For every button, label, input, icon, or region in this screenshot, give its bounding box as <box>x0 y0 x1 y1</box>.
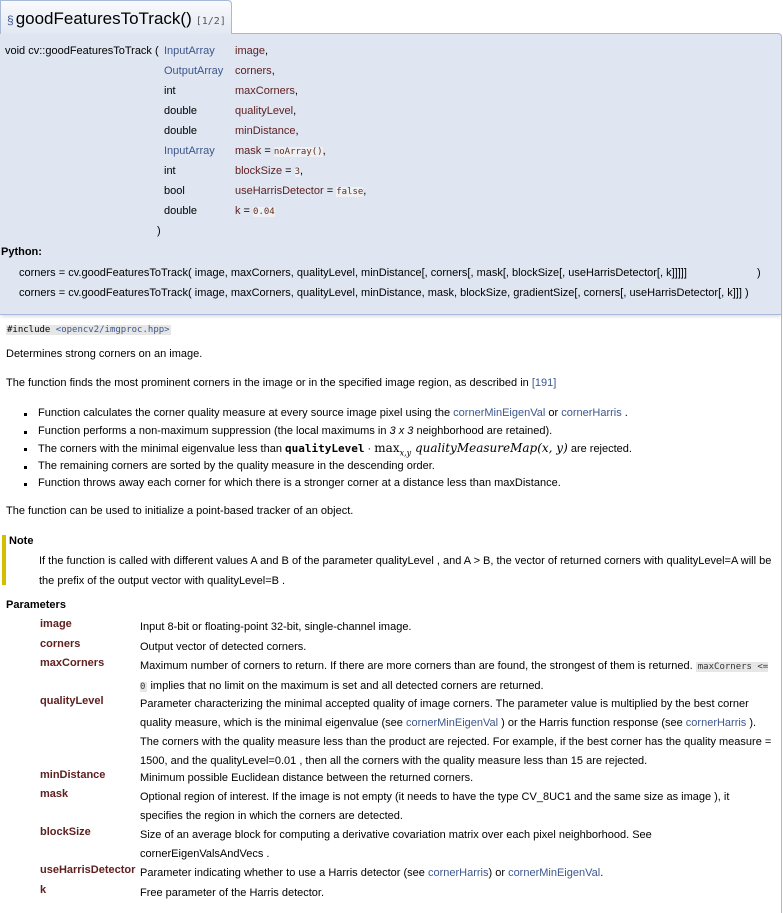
param-type: int <box>164 165 176 177</box>
math-quality-map: qualityMeasureMap(x, y) <box>411 441 568 455</box>
list-item <box>20 440 632 458</box>
function-documentation <box>0 315 782 913</box>
param-separator: , <box>294 85 298 97</box>
include-file-link[interactable]: <opencv2/imgproc.hpp> <box>55 325 170 335</box>
citation-link[interactable]: [191] <box>531 377 557 389</box>
bullet-text: Function performs a non-maximum suppression (the local maximums in <box>38 424 390 437</box>
param-separator: , <box>293 105 297 117</box>
param-desc-text: Parameter indicating whether to use a Harris detector (see <box>140 867 428 879</box>
prototype-prefix: void cv::goodFeaturesToTrack ( <box>5 45 159 57</box>
param-name: corners <box>235 65 272 77</box>
intro-text: The function finds the most prominent corners in the image or in the specified image region, as described in <box>6 377 532 389</box>
math-dot: · <box>364 443 375 455</box>
param-type: double <box>164 125 198 137</box>
param-signature <box>235 121 299 141</box>
param-desc-text: Parameter characterizing the minimal accepted quality of image corners. The parameter value is multiplied by the best corner quality measure, which is the minimal eigenvalue (see <box>140 698 749 729</box>
cornerMinEigenVal-link[interactable]: cornerMinEigenVal <box>453 407 546 419</box>
param-name: mask <box>40 788 69 800</box>
note-block <box>2 535 779 585</box>
param-name: useHarrisDetector <box>235 185 324 197</box>
param-separator: , <box>264 45 269 57</box>
param-signature <box>235 201 275 221</box>
intro-paragraph <box>6 377 556 389</box>
list-item <box>20 405 632 423</box>
bullet-text: neighborhood are retained). <box>413 424 553 437</box>
param-signature <box>235 61 275 81</box>
param-type: bool <box>164 185 185 197</box>
math-formula <box>374 441 568 458</box>
param-default: 3 <box>294 167 301 177</box>
bullet-text: Function calculates the corner quality measure at every source image pixel using the <box>38 407 454 419</box>
function-title-tab <box>0 0 232 34</box>
note-title: Note <box>9 535 34 547</box>
param-separator: , <box>271 65 275 77</box>
include-keyword: #include <box>7 325 56 335</box>
param-description <box>140 657 775 697</box>
param-name: qualityLevel <box>235 105 294 117</box>
list-item: Function throws away each corner for which there is a stronger corner at a distance less than maxDistance. <box>20 475 632 493</box>
list-item <box>20 423 632 441</box>
param-name: blockSize <box>235 165 283 177</box>
math-subscript: x,y <box>399 448 412 458</box>
param-desc-text: ). The corners with the quality measure less than the product are rejected. For example, if the best corner has the quality measure = 1500, and the qualityLevel=0.01 , then all the corners with the quality measure less than 15 are rejected. <box>140 717 772 767</box>
param-name: image <box>40 618 72 630</box>
param-type: double <box>164 205 198 217</box>
equals-sign: = <box>240 205 254 217</box>
param-desc-text: implies that no limit on the maximum is set and all detected corners are returned. <box>147 680 544 692</box>
param-signature <box>235 161 303 181</box>
param-default: noArray() <box>273 147 323 157</box>
python-signature-1: corners = cv.goodFeaturesToTrack( image, maxCorners, qualityLevel, minDistance[, corners[, mask[, blockSize[, useHarrisDetector[, k]]]]] <box>19 267 687 279</box>
cornerMinEigenVal-link[interactable]: cornerMinEigenVal <box>508 867 601 879</box>
tracker-paragraph: The function can be used to initialize a point-based tracker of an object. <box>6 505 354 517</box>
parameters-title: Parameters <box>6 599 66 611</box>
param-name: maxCorners <box>235 85 295 97</box>
param-signature <box>235 41 268 61</box>
inline-code: maxCorners <= 0 <box>140 662 769 692</box>
param-description: Input 8-bit or floating-point 32-bit, single-channel image. <box>140 621 412 633</box>
equals-sign: = <box>261 145 274 157</box>
cornerMinEigenVal-link[interactable]: cornerMinEigenVal <box>405 717 499 729</box>
param-description: Size of an average block for computing a derivative covariation matrix over each pixel neighborhood. See cornerEigenValsAndVecs . <box>140 829 652 860</box>
math-max: max <box>374 441 400 455</box>
overload-indicator: [1/2] <box>195 16 226 27</box>
param-name: qualityLevel <box>40 695 104 707</box>
param-default: false <box>336 187 364 197</box>
param-signature <box>235 141 326 161</box>
param-type: int <box>164 85 176 97</box>
brief-description: Determines strong corners on an image. <box>6 348 203 360</box>
note-text: If the function is called with different values A and B of the parameter qualityLevel , and A > B, the vector of returned corners with qualityLevel=A will be the prefix of the output vector with qualityLevel=B . <box>39 555 772 587</box>
equals-sign: = <box>282 165 295 177</box>
param-description: Output vector of detected corners. <box>140 641 307 653</box>
bullet-text: . <box>621 407 628 419</box>
param-description <box>140 695 775 771</box>
param-name: minDistance <box>235 125 296 137</box>
include-directive <box>6 325 171 335</box>
param-desc-text: ) or the Harris function response (see <box>498 717 686 729</box>
python-label: Python: <box>1 246 42 258</box>
algorithm-steps-list <box>20 405 632 493</box>
param-name: k <box>40 884 47 896</box>
param-description: Minimum possible Euclidean distance between the returned corners. <box>140 772 474 784</box>
param-name: useHarrisDetector <box>40 864 136 876</box>
function-title: goodFeaturesToTrack() <box>15 9 192 28</box>
param-name: k <box>235 205 241 217</box>
prototype-close-paren: ) <box>157 225 161 237</box>
math-quality-level: qualityLevel <box>285 442 365 455</box>
section-anchor-link[interactable]: § <box>7 13 14 27</box>
param-description: Free parameter of the Harris detector. <box>140 887 325 899</box>
param-name: mask <box>235 145 262 157</box>
param-separator: , <box>363 185 367 197</box>
function-prototype-box <box>0 33 782 315</box>
cornerHarris-link[interactable]: cornerHarris <box>561 407 622 419</box>
python-signature-2: corners = cv.goodFeaturesToTrack( image, maxCorners, qualityLevel, minDistance, mask, blockSize, gradientSize[, corners[, useHarrisDetector[, k]]] ) <box>19 287 749 299</box>
param-type[interactable]: InputArray <box>164 145 215 157</box>
param-type[interactable]: InputArray <box>164 45 215 57</box>
param-name: corners <box>40 638 81 650</box>
param-type: double <box>164 105 198 117</box>
param-desc-text: ) or <box>488 867 509 879</box>
param-desc-text: Maximum number of corners to return. If there are more corners than are found, the strongest of them is returned. <box>140 660 696 672</box>
param-name: minDistance <box>40 769 106 781</box>
param-default: 0.04 <box>253 207 275 217</box>
param-separator: , <box>322 145 326 157</box>
param-separator: , <box>295 125 299 137</box>
param-signature <box>235 181 366 201</box>
list-item: The remaining corners are sorted by the quality measure in the descending order. <box>20 458 632 476</box>
param-name: image <box>235 45 265 57</box>
neighborhood-size: 3 x 3 <box>389 424 414 437</box>
param-separator: , <box>300 165 304 177</box>
equals-sign: = <box>323 185 337 197</box>
bullet-text: The corners with the minimal eigenvalue less than <box>38 443 286 455</box>
param-description: Optional region of interest. If the image is not empty (it needs to have the type CV_8UC1 and the same size as image ), it specifies the region in which the corners are detected. <box>140 791 730 822</box>
cornerHarris-link[interactable]: cornerHarris <box>427 867 489 879</box>
param-signature <box>235 81 298 101</box>
bullet-text: are rejected. <box>567 443 632 455</box>
param-signature <box>235 101 296 121</box>
param-description <box>140 864 775 883</box>
python-signature-1-close: ) <box>757 267 761 279</box>
cornerHarris-link[interactable]: cornerHarris <box>685 717 747 729</box>
param-name: maxCorners <box>40 657 105 669</box>
param-desc-text: . <box>600 867 604 879</box>
param-name: blockSize <box>40 826 91 838</box>
param-type[interactable]: OutputArray <box>164 65 224 77</box>
bullet-text: or <box>545 407 562 419</box>
